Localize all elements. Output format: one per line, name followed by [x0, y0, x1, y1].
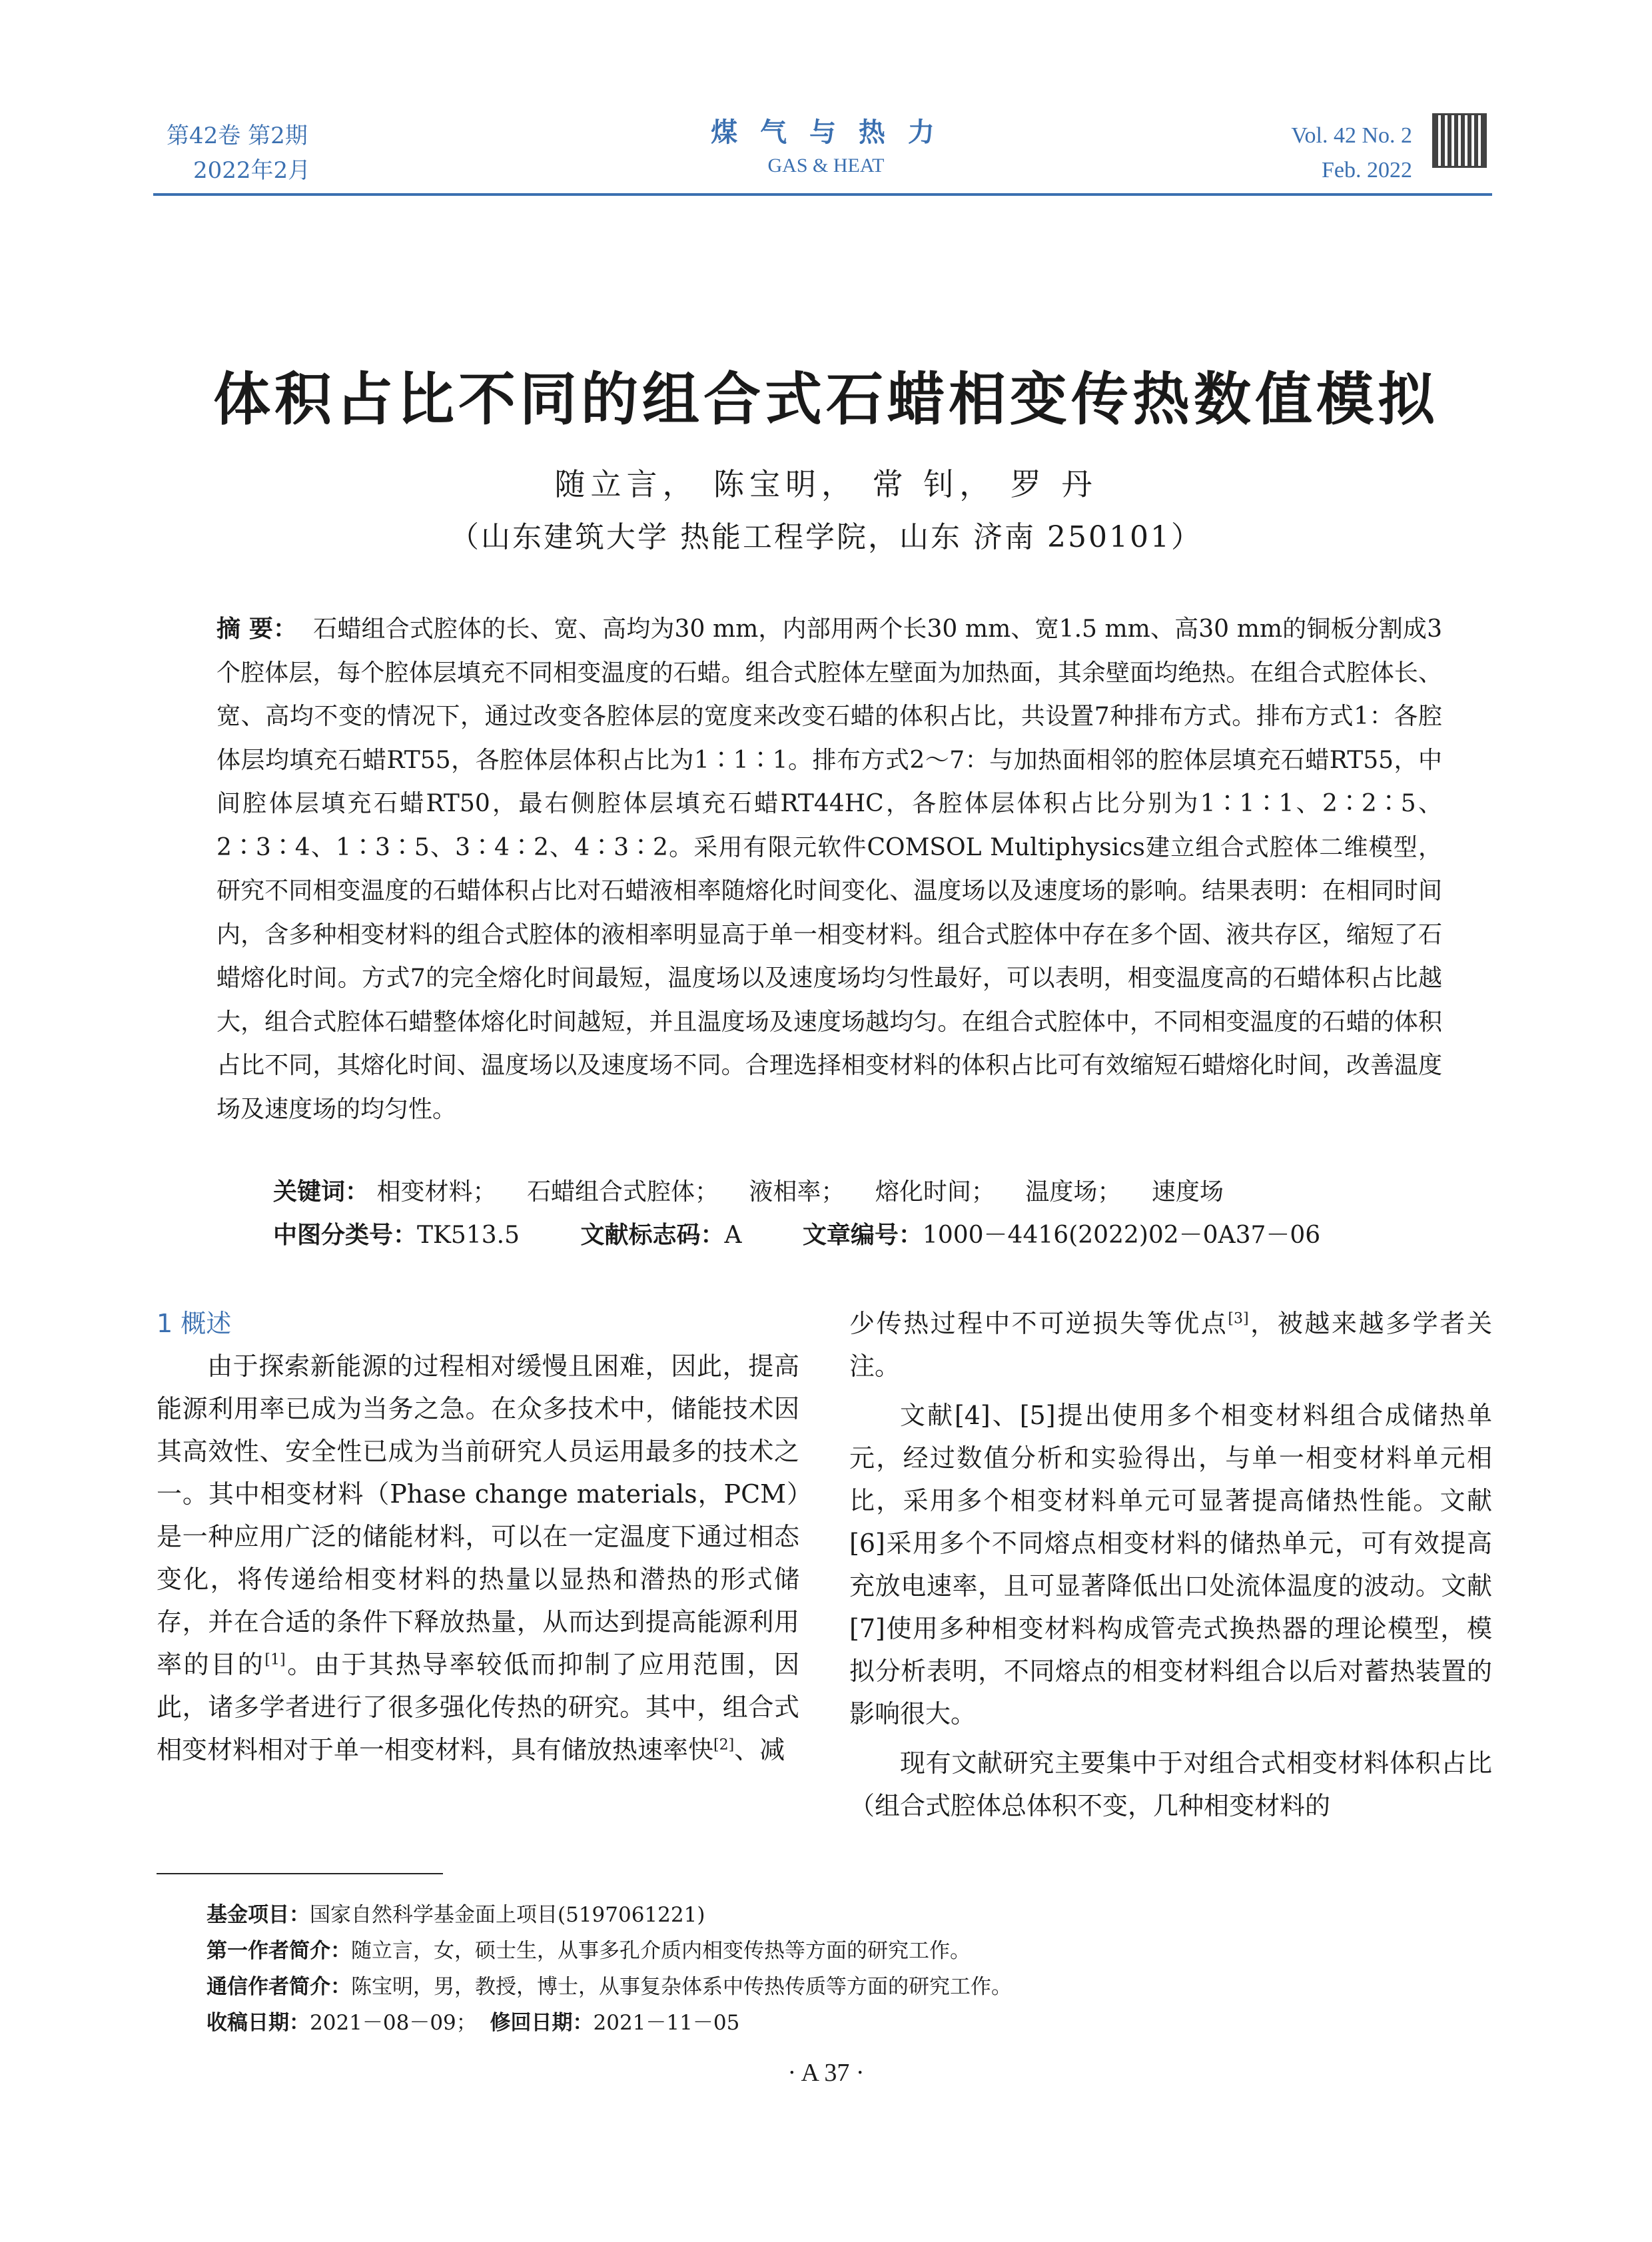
volume-issue-en: Vol. 42 No. 2: [1291, 123, 1412, 148]
abstract-text: 石蜡组合式腔体的长、宽、高均为30 mm，内部用两个长30 mm、宽1.5 mm、高30 mm的铜板分割成3个腔体层，每个腔体层填充不同相变温度的石蜡。组合式腔体左壁面为加热面，其余壁面均绝热。在组合式腔体长、宽、高均不变的情况下，通过改变各腔体层的宽度来改变石蜡的体积占比，共设置7种排布方式。排布方式1：各腔体层均填充石蜡RT55，各腔体层体积占比为1∶1∶1。排布方式2～7：与加热面相邻的腔体层填充石蜡RT55，中间腔体层填充石蜡RT50，最右侧腔体层填充石蜡RT44HC，各腔体层体积占比分别为1∶1∶1、2∶2∶5、2∶3∶4、1∶3∶5、3∶4∶2、4∶3∶2。采用有限元软件COMSOL Multiphysics建立组合式腔体二维模型，研究不同相变温度的石蜡体积占比对石蜡液相率随熔化时间变化、温度场以及速度场的影响。结果表明：在相同时间内，含多种相变材料的组合式腔体的液相率明显高于单一相变材料。组合式腔体中存在多个固、液共存区，缩短了石蜡熔化时间。方式7的完全熔化时间最短，温度场以及速度场均匀性最好，可以表明，相变温度高的石蜡体积占比越大，组合式腔体石蜡整体熔化时间越短，并且温度场及速度场越均匀。在组合式腔体中，不同相变温度的石蜡的体积占比不同，其熔化时间、温度场以及速度场不同。合理选择相变材料的体积占比可有效缩短石蜡熔化时间，改善温度场及速度场的均匀性。: [216, 615, 1442, 1123]
footnote-dates: 收稿日期：2021－08－09； 修回日期：2021－11－05: [206, 2011, 740, 2035]
clc-label: 中图分类号：: [273, 1222, 418, 1249]
footnote-divider: [157, 1873, 443, 1874]
journal-name-cn: 煤 气 与 热 力: [711, 117, 941, 148]
footnote-fund: 基金项目：国家自然科学基金面上项目(5197061221): [206, 1903, 705, 1927]
paper-title: 体积占比不同的组合式石蜡相变传热数值模拟: [213, 366, 1439, 433]
keyword-item: 石蜡组合式腔体；: [526, 1178, 719, 1206]
body-column-right: [849, 1302, 1492, 1834]
keyword-item: 液相率；: [749, 1178, 845, 1206]
footnotes: [206, 1897, 1472, 2041]
qr-code-icon: [1432, 113, 1487, 168]
abstract-label: 摘 要：: [216, 615, 298, 643]
citation-ref: [3]: [1228, 1310, 1249, 1327]
footnote-first-author: 第一作者简介：随立言，女，硕士生，从事多孔介质内相变传热等方面的研究工作。: [206, 1939, 971, 1963]
journal-name-en: GAS & HEAT: [767, 155, 885, 177]
journal-name: [693, 115, 959, 181]
abstract: [216, 607, 1442, 1131]
keyword-item: 熔化时间；: [875, 1178, 995, 1206]
header-right: [1291, 119, 1412, 188]
footnote-corresponding-author: 通信作者简介：陈宝明，男，教授，博士，从事复杂体系中传热传质等方面的研究工作。: [206, 1975, 1012, 1999]
header-divider: [153, 193, 1492, 196]
keywords: [273, 1172, 1246, 1212]
citation-ref: [1]: [264, 1651, 286, 1669]
affiliation: （山东建筑大学 热能工程学院，山东 济南 250101）: [450, 520, 1202, 554]
classification-line: [273, 1216, 1446, 1256]
keyword-item: 速度场: [1151, 1178, 1224, 1206]
article-number-value: 1000－4416(2022)02－0A37－06: [922, 1222, 1321, 1249]
keyword-item: 相变材料；: [376, 1178, 497, 1206]
paragraph: 文献[4]、[5]提出使用多个相变材料组合成储热单元，经过数值分析和实验得出，与单一相变材料单元相比，采用多个相变材料单元可显著提高储热性能。文献[6]采用多个不同熔点相变材料的储热单元，可有效提高充放电速率，且可显著降低出口处流体温度的波动。文献[7]使用多种相变材料构成管壳式换热器的理论模型，模拟分析表明，不同熔点的相变材料组合以后对蓄热装置的影响很大。: [849, 1401, 1492, 1728]
citation-ref: [2]: [713, 1736, 735, 1754]
header-left: [167, 119, 310, 188]
doc-code-label: 文献标志码：: [580, 1222, 725, 1249]
date-cn: 2022年2月: [193, 157, 311, 184]
section-heading: 1 概述: [157, 1309, 232, 1338]
volume-issue-cn: 第42卷 第2期: [167, 123, 308, 149]
paragraph: 少传热过程中不可逆损失等优点[3]，被越来越多学者关注。: [849, 1309, 1492, 1381]
date-en: Feb. 2022: [1322, 158, 1412, 183]
author-list: 随立言， 陈宝明， 常 钊， 罗 丹: [554, 466, 1098, 502]
paragraph: 现有文献研究主要集中于对组合式相变材料体积占比（组合式腔体总体积不变，几种相变材料的: [849, 1748, 1492, 1820]
paragraph: 由于探索新能源的过程相对缓慢且困难，因此，提高能源利用率已成为当务之急。在众多技术中，储能技术因其高效性、安全性已成为当前研究人员运用最多的技术之一。其中相变材料（Phase change materials，PCM）是一种应用广泛的储能材料，可以在一定温度下通过相态变化，将传递给相变材料的热量以显热和潜热的形式储存，并在合适的条件下释放热量，从而达到提高能源利用率的目的[1]。由于其热导率较低而抑制了应用范围，因此，诸多学者进行了很多强化传热的研究。其中，组合式相变材料相对于单一相变材料，具有储放热速率快[2]、减: [157, 1351, 799, 1764]
doc-code-value: A: [724, 1222, 742, 1249]
article-number-label: 文章编号：: [802, 1222, 923, 1249]
page-number: · A 37 ·: [787, 2059, 865, 2087]
keyword-item: 温度场；: [1025, 1178, 1122, 1206]
clc-value: TK513.5: [417, 1222, 520, 1249]
keywords-label: 关键词：: [273, 1178, 370, 1206]
body-column-left: [157, 1302, 799, 1778]
